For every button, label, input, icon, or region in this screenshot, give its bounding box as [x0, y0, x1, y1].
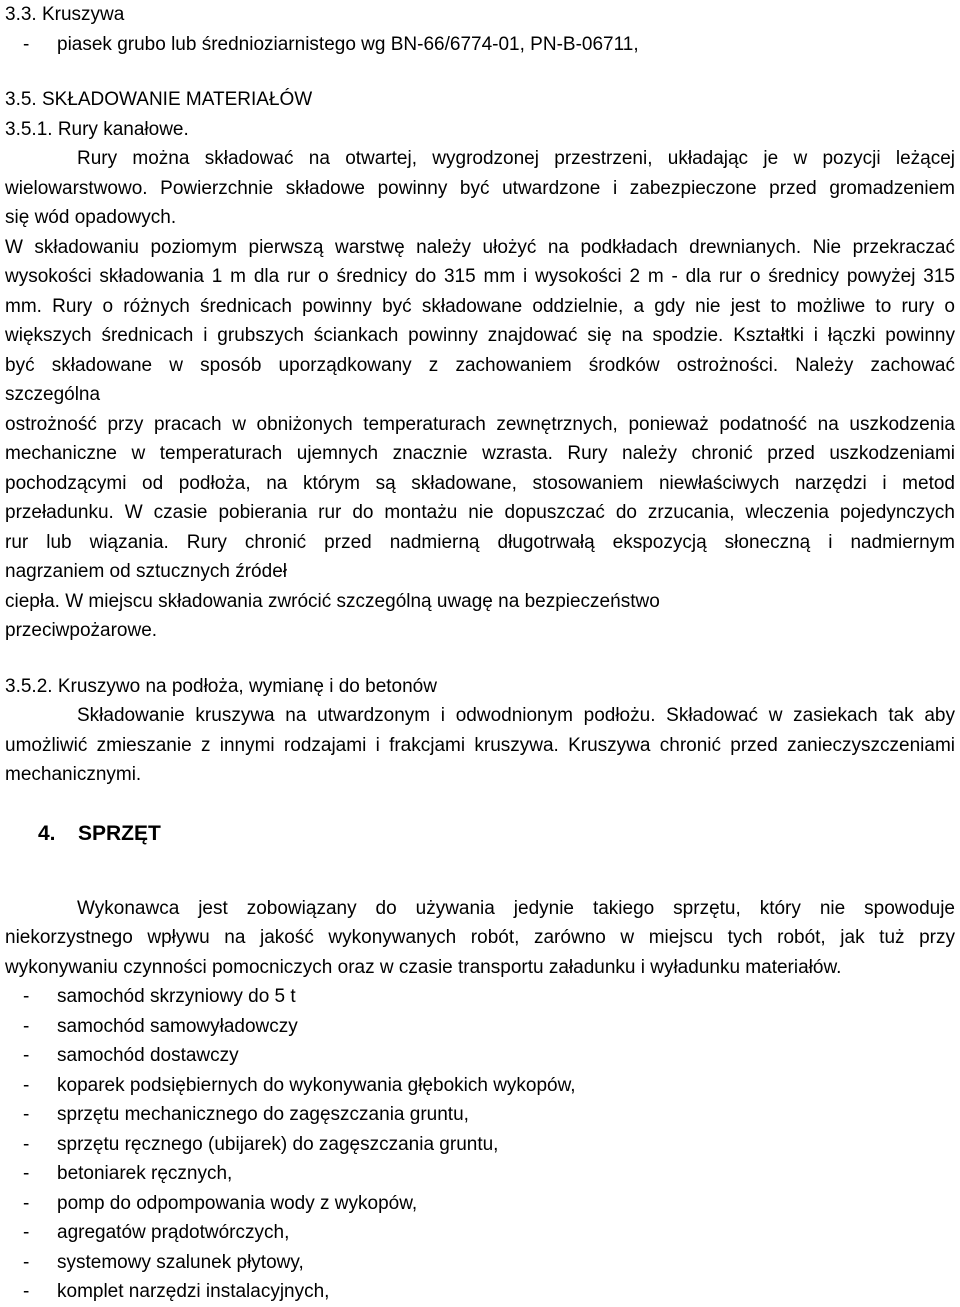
paragraph-kruszywo — [5, 701, 955, 790]
list-item — [5, 1248, 955, 1278]
text-line: być składowane w sposób uporządkowany z zachowaniem środków ostrożności. Należy zachować — [5, 354, 955, 376]
list-item — [5, 1100, 955, 1130]
list-item — [5, 1159, 955, 1189]
text-line: rur lub wiązania. Rury chronić przed nadmierną długotrwałą ekspozycją słoneczną i nadmiernym — [5, 531, 955, 553]
equipment-list — [5, 982, 955, 1307]
spacer — [5, 790, 955, 816]
text-line: mm. Rury o różnych średnicach powinny być składowane oddzielnie, a gdy nie jest to możliwe to rury o — [5, 295, 955, 317]
list-item-text: piasek grubo lub średnioziarnistego wg BN-66/6774-01, PN-B-06711, — [57, 33, 639, 55]
list-item-text: betoniarek ręcznych, — [57, 1163, 233, 1184]
paragraph-rury — [5, 144, 955, 646]
list-item-text: samochód dostawczy — [57, 1045, 239, 1066]
list-item-text: agregatów prądotwórczych, — [57, 1222, 290, 1243]
text-line: ciepła. W miejscu składowania zwrócić szczególną uwagę na bezpieczeństwo — [5, 590, 660, 612]
list-item — [5, 1189, 955, 1219]
chapter-heading — [5, 816, 955, 852]
list-dash: - — [23, 986, 30, 1007]
list-dash: - — [23, 1192, 30, 1214]
text-line: ostrożność przy pracach w obniżonych temperaturach zewnętrznych, ponieważ podatność na uszkodzenia — [5, 413, 955, 435]
paragraph-sprzet — [5, 894, 955, 983]
chapter-title: SPRZĘT — [78, 821, 161, 845]
list-item — [5, 982, 955, 1012]
text-line: wysokości składowania 1 m dla rur o średnicy do 315 mm i wysokości 2 m - dla rur o średnicy powyżej 315 — [5, 266, 955, 287]
text-line: umożliwić zmieszanie z innymi rodzajami i frakcjami kruszywa. Kruszywa chronić przed zanieczyszczeniami — [5, 734, 955, 756]
list-dash: - — [23, 1015, 30, 1037]
text-line: większych średnicach i grubszych ściankach powinny znajdować się na spodzie. Kształtki i łączki powinny — [5, 325, 955, 346]
text-line: mechanicznymi. — [5, 764, 142, 785]
list-item-text: samochód samowyładowczy — [57, 1015, 298, 1037]
text-line: przeciwpożarowe. — [5, 620, 158, 641]
list-item-text: sprzętu ręcznego (ubijarek) do zagęszczania gruntu, — [57, 1133, 499, 1155]
text-line: mechaniczne w temperaturach ujemnych znacznie wzrasta. Rury należy chronić przed uszkodzeniami — [5, 443, 955, 464]
text-line: niekorzystnego wpływu na jakość wykonywanych robót, zarówno w miejscu tych robót, jak tuż przy — [5, 927, 955, 948]
section-heading: 3.3. Kruszywa — [5, 4, 125, 25]
text-line: wielowarstwowo. Powierzchnie składowe powinny być utwardzone i zabezpieczone przed gromadzeniem — [5, 177, 955, 199]
list-item-text: samochód skrzyniowy do 5 t — [57, 986, 296, 1007]
spacer — [5, 646, 955, 672]
document-page — [5, 0, 955, 1307]
list-item-text: pomp do odpompowania wody z wykopów, — [57, 1192, 418, 1214]
text-line: się wód opadowych. — [5, 207, 177, 228]
list-dash: - — [23, 1251, 30, 1273]
list-item-text: komplet narzędzi instalacyjnych, — [57, 1281, 330, 1302]
list-dash: - — [23, 1163, 30, 1184]
chapter-number: 4. — [38, 821, 56, 845]
list-item — [5, 1218, 955, 1248]
list-item — [5, 1130, 955, 1160]
list-item-text: systemowy szalunek płytowy, — [57, 1251, 304, 1273]
spacer — [5, 852, 955, 878]
text-line: Rury można składować na otwartej, wygrodzonej przestrzeni, układając je w pozycji leżącej — [77, 148, 955, 169]
list-dash: - — [23, 1104, 30, 1125]
text-line: pochodzącymi od podłoża, na którym są składowane, stosowaniem niewłaściwych narzędzi i metod — [5, 472, 955, 494]
text-line: Wykonawca jest zobowiązany do używania jedynie takiego sprzętu, który nie spowoduje — [77, 897, 955, 919]
list-item — [5, 1071, 955, 1101]
list-item-text: koparek podsiębiernych do wykonywania głębokich wykopów, — [57, 1074, 576, 1096]
list-dash: - — [23, 33, 30, 55]
list-item — [5, 30, 955, 60]
text-line: przeładunku. W czasie pobierania rur do montażu nie dopuszczać do zrzucania, wleczenia pojedynczych — [5, 502, 955, 523]
list-item — [5, 1041, 955, 1071]
list-dash: - — [23, 1133, 30, 1155]
spacer — [5, 59, 955, 85]
text-line: W składowaniu poziomym pierwszą warstwę należy ułożyć na podkładach drewnianych. Nie przekraczać — [5, 236, 955, 258]
section-heading: 3.5. SKŁADOWANIE MATERIAŁÓW — [5, 89, 313, 110]
text-line: wykonywaniu czynności pomocniczych oraz w czasie transportu załadunku i wyładunku materiałów. — [5, 956, 842, 978]
list-dash: - — [23, 1045, 30, 1066]
text-line: Składowanie kruszywa na utwardzonym i odwodnionym podłożu. Składować w zasiekach tak aby — [77, 705, 955, 726]
spacer — [5, 878, 955, 894]
subsection-heading: 3.5.2. Kruszywo na podłoża, wymianę i do betonów — [5, 675, 437, 697]
list-dash: - — [23, 1074, 30, 1096]
list-dash: - — [23, 1281, 30, 1302]
list-item — [5, 1277, 955, 1307]
text-line: szczególna — [5, 384, 101, 405]
list-item-text: sprzętu mechanicznego do zagęszczania gruntu, — [57, 1104, 469, 1125]
subsection-heading: 3.5.1. Rury kanałowe. — [5, 118, 189, 140]
list-dash: - — [23, 1222, 30, 1243]
list-item — [5, 1012, 955, 1042]
text-line: nagrzaniem od sztucznych źródeł — [5, 561, 287, 582]
